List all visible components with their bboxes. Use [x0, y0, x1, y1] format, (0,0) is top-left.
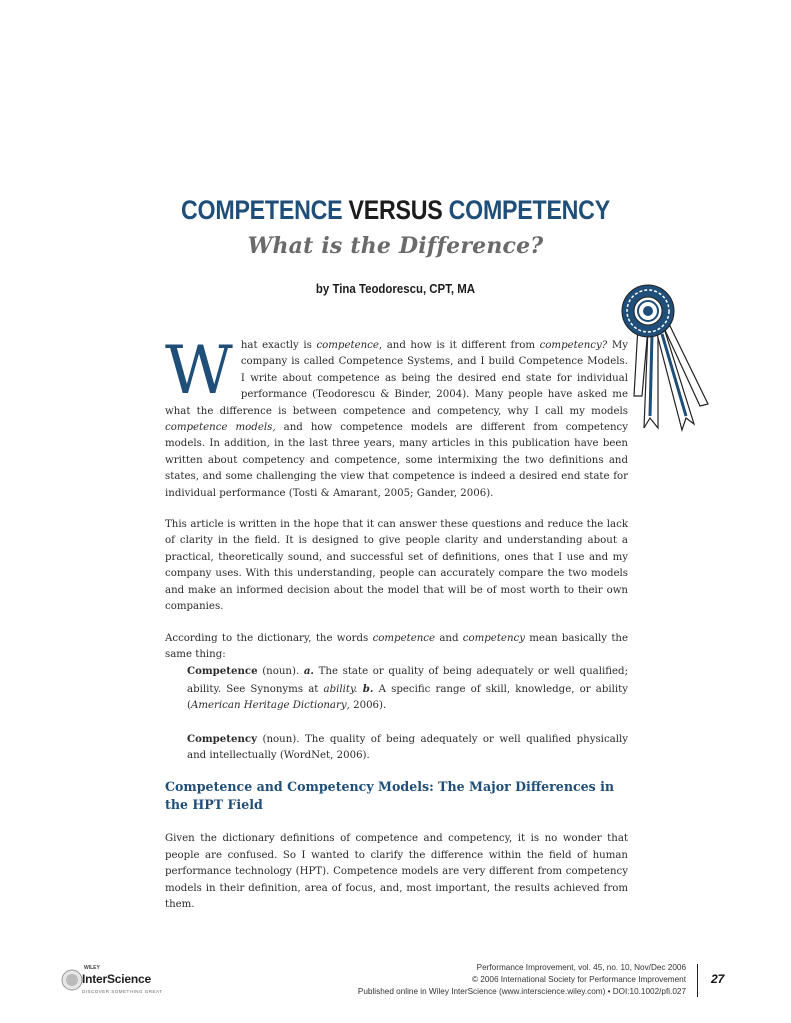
page-number: 27 — [711, 972, 725, 986]
article-body — [165, 332, 629, 928]
logo-tagline: DISCOVER SOMETHING GREAT — [82, 989, 163, 994]
logo-wiley-text: WILEY — [84, 965, 100, 971]
footer-divider — [697, 964, 698, 997]
title-part-1: COMPETENCE — [181, 195, 343, 225]
intro-paragraph: What exactly is competence, and how is it different from competency? My company is called Competence Systems, and I build Competence Models. I write about competence as being the desired end state for individual performance (Teodorescu & Binder, 2004). Many people have asked me what the difference is between competence and competency, why I call my models competence models, and how competence models are different from competency models. In addition, in the last three years, many articles in this publication have been written about competency and competence, some intermixing the two definitions and states, and some challenging the view that competence is indeed a desired end state for individual performance (Tosti & Amarant, 2005; Gander, 2006). — [165, 332, 629, 499]
paragraph-4: Given the dictionary definitions of competence and competency, it is no wonder that people are confused. So I wanted to clarify the difference within the field of human performance technology (HPT). Competence models are very different from competency models in their definition, area of focus, and, most important, the results achieved from them. — [165, 833, 628, 910]
definition-competency: Competency (noun). The quality of being adequately or well qualified physically and intellectually (WordNet, 2006). — [187, 732, 628, 761]
award-ribbon-icon — [612, 278, 722, 438]
drop-cap: W — [165, 332, 233, 409]
journal-footer — [358, 962, 686, 998]
article-title — [55, 195, 735, 226]
paragraph-2: This article is written in the hope that it can answer these questions and reduce the lack of clarity in the field. It is designed to give people clarity and understanding about a practical, theoretically sound, and successful set of definitions, ones that I use and my company uses. With this understanding, people can accurately compare the two models and make an informed decision about the model that will be of most worth to their own companies. — [165, 519, 628, 613]
footer-copyright: © 2006 International Society for Performance Improvement — [471, 975, 686, 984]
footer-doi: Published online in Wiley InterScience (www.interscience.wiley.com) • DOI:10.1002/pfi.027 — [357, 987, 686, 996]
section-heading: Competence and Competency Models: The Major Differences in the HPT Field — [165, 779, 615, 813]
article-subtitle: What is the Difference? — [247, 233, 544, 259]
title-part-3: COMPETENCY — [448, 195, 610, 225]
paragraph-3: According to the dictionary, the words competence and competency mean basically the same thing: — [165, 632, 628, 660]
byline: by Tina Teodorescu, CPT, MA — [315, 281, 476, 296]
logo-interscience-text: InterScience — [82, 972, 151, 986]
title-part-2: VERSUS — [348, 195, 443, 225]
footer-citation: Performance Improvement, vol. 45, no. 10, Nov/Dec 2006 — [476, 963, 686, 972]
definition-competence: Competence (noun). a. The state or quality of being adequately or well qualified; ability. See Synonyms at ability. b. A specific range of skill, knowledge, or ability (American Heritage Dictionary, 2006). — [187, 665, 629, 712]
